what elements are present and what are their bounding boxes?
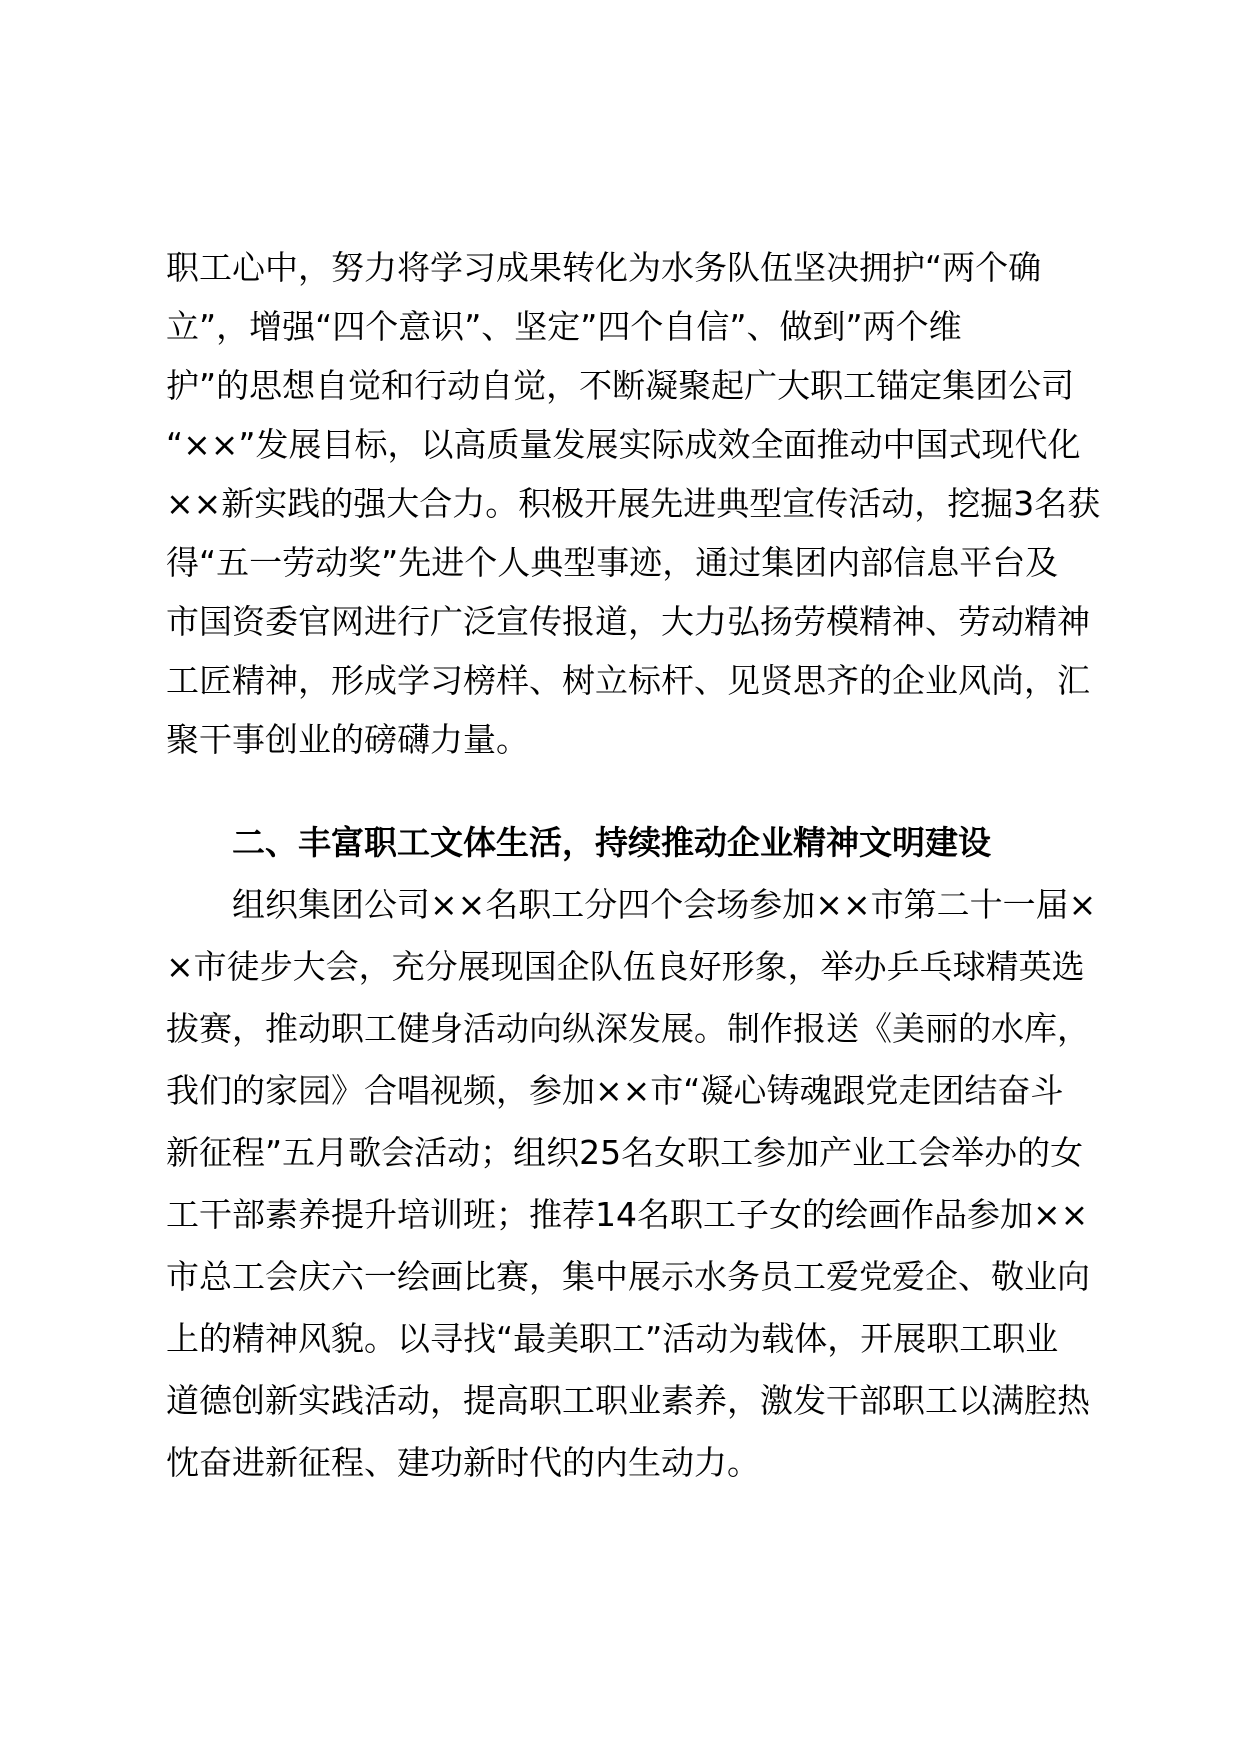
paragraph-line-10: 组织集团公司××名职工分四个会场参加××市第二十一届× [232, 885, 1097, 924]
paragraph-line-13: 我们的家园》合唱视频，参加××市“凝心铸魂跟党走团结奋斗 [166, 1071, 1064, 1110]
paragraph-line-2: 立”，增强“四个意识”、坚定”四个自信”、做到”两个维 [166, 307, 962, 346]
paragraph-line-14: 新征程”五月歌会活动；组织25名女职工参加产业工会举办的女 [166, 1133, 1084, 1172]
paragraph-line-12: 拔赛，推动职工健身活动向纵深发展。制作报送《美丽的水库， [166, 1009, 1090, 1048]
paragraph-line-15: 工干部素养提升培训班；推荐14名职工子女的绘画作品参加×× [166, 1195, 1089, 1234]
paragraph-line-3: 护”的思想自觉和行动自觉，不断凝聚起广大职工锚定集团公司 [166, 366, 1075, 405]
paragraph-line-7: 市国资委官网进行广泛宣传报道，大力弘扬劳模精神、劳动精神 [166, 602, 1090, 641]
paragraph-line-9: 聚干事创业的磅礴力量。 [166, 720, 529, 759]
paragraph-line-11: ×市徒步大会，充分展现国企队伍良好形象，举办乒乓球精英选 [166, 947, 1085, 986]
paragraph-line-16: 市总工会庆六一绘画比赛，集中展示水务员工爱党爱企、敬业向 [166, 1257, 1090, 1296]
paragraph-line-6: 得“五一劳动奖”先进个人典型事迹，通过集团内部信息平台及 [166, 543, 1059, 582]
paragraph-line-18: 道德创新实践活动，提高职工职业素养，激发干部职工以满腔热 [166, 1381, 1090, 1420]
section-heading: 二、丰富职工文体生活，持续推动企业精神文明建设 [232, 823, 991, 862]
paragraph-line-8: 工匠精神，形成学习榜样、树立标杆、见贤思齐的企业风尚，汇 [166, 661, 1090, 700]
paragraph-line-17: 上的精神风貌。以寻找“最美职工”活动为载体，开展职工职业 [166, 1319, 1059, 1358]
paragraph-line-1: 职工心中，努力将学习成果转化为水务队伍坚决拥护“两个确 [166, 248, 1042, 287]
paragraph-line-5: ××新实践的强大合力。积极开展先进典型宣传活动，挖掘3名获 [166, 484, 1101, 523]
paragraph-line-4: “××”发展目标，以高质量发展实际成效全面推动中国式现代化 [166, 425, 1081, 464]
paragraph-line-19: 忱奋进新征程、建功新时代的内生动力。 [166, 1443, 760, 1482]
